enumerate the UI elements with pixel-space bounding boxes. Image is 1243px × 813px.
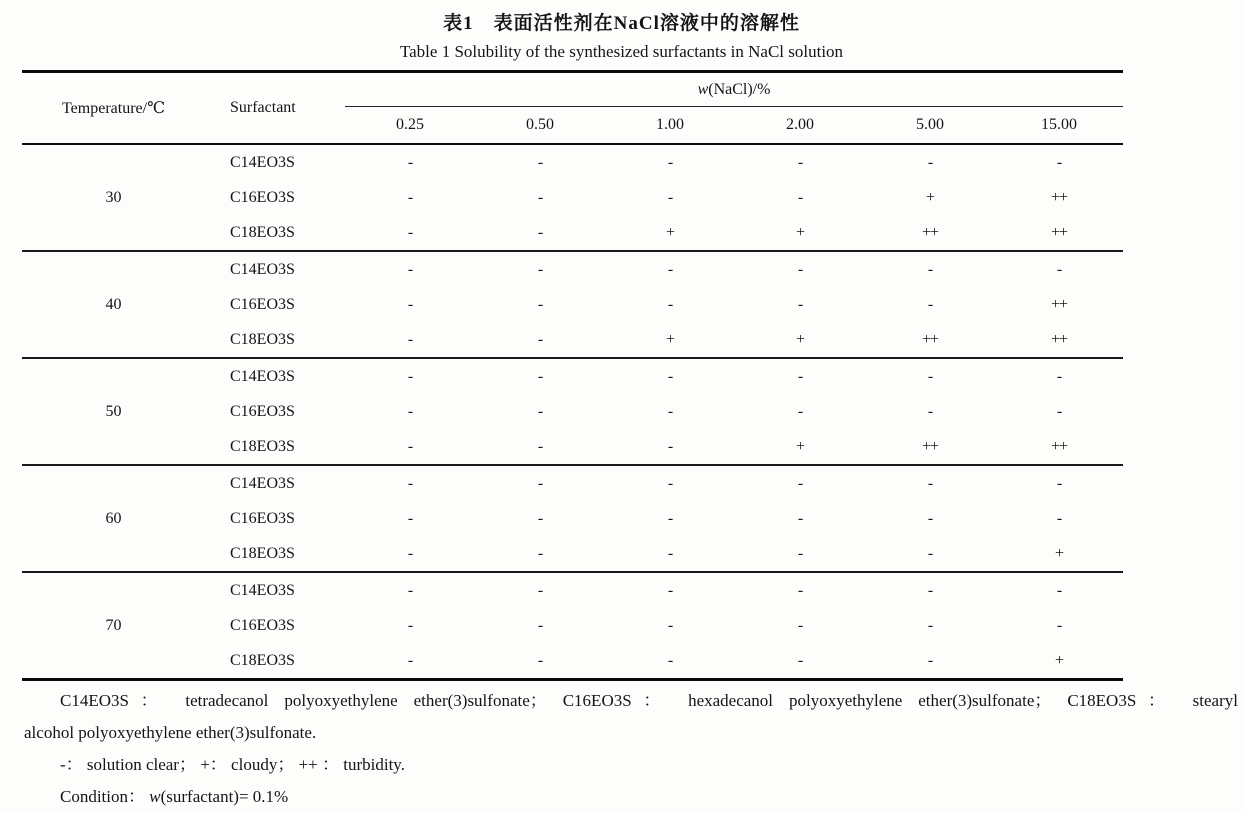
solubility-value-cell: -: [797, 616, 803, 634]
solubility-value-cell: -: [537, 509, 543, 527]
solubility-value-cell: +: [735, 215, 865, 251]
solubility-value-cell: -: [797, 402, 803, 420]
solubility-value-cell: -: [797, 367, 803, 385]
solubility-value-cell: -: [407, 474, 413, 492]
solubility-value-cell: -: [927, 402, 933, 420]
surfactant-cell: C16EO3S: [230, 402, 295, 420]
surfactant-cell: C18EO3S: [205, 322, 345, 358]
solubility-value-cell: -: [667, 153, 673, 171]
solubility-value-cell: -: [475, 429, 605, 465]
solubility-value-cell: -: [475, 536, 605, 572]
solubility-value-cell: -: [407, 402, 413, 420]
surfactant-cell: C14EO3S: [230, 260, 295, 278]
solubility-value-cell: +: [735, 429, 865, 465]
solubility-value-cell: -: [927, 616, 933, 634]
solubility-value-cell: -: [537, 581, 543, 599]
solubility-value-cell: -: [407, 509, 413, 527]
wnacl-unit: (NaCl)/%: [708, 80, 771, 98]
solubility-value-cell: -: [475, 322, 605, 358]
surfactant-cell: C16EO3S: [230, 295, 295, 313]
solubility-value-cell: -: [927, 295, 933, 313]
solubility-value-cell: -: [537, 402, 543, 420]
solubility-value-cell: -: [1056, 509, 1062, 527]
col-header-concentration: 0.50: [475, 107, 605, 145]
solubility-value-cell: ++: [1050, 295, 1068, 313]
surfactant-cell: C14EO3S: [230, 581, 295, 599]
solubility-value-cell: -: [537, 295, 543, 313]
col-header-surfactant: Surfactant: [205, 72, 345, 145]
solubility-value-cell: -: [927, 260, 933, 278]
col-group-header-wnacl: [345, 72, 1123, 107]
solubility-value-cell: -: [475, 215, 605, 251]
solubility-value-cell: -: [605, 536, 735, 572]
solubility-value-cell: ++: [865, 215, 995, 251]
solubility-value-cell: -: [667, 616, 673, 634]
solubility-value-cell: -: [797, 474, 803, 492]
solubility-value-cell: -: [797, 581, 803, 599]
surfactant-cell: C18EO3S: [205, 643, 345, 680]
solubility-value-cell: -: [345, 536, 475, 572]
temperature-cell: 60: [22, 465, 205, 572]
solubility-value-cell: -: [1056, 616, 1062, 634]
solubility-value-cell: ++: [995, 429, 1123, 465]
solubility-value-cell: -: [667, 581, 673, 599]
col-header-temperature: Temperature/℃: [22, 72, 205, 145]
solubility-value-cell: +: [605, 322, 735, 358]
solubility-value-cell: -: [667, 402, 673, 420]
temperature-cell: 30: [22, 144, 205, 251]
solubility-value-cell: -: [927, 509, 933, 527]
solubility-value-cell: -: [407, 260, 413, 278]
table-header: [22, 72, 1123, 145]
solubility-value-cell: -: [797, 188, 803, 206]
table-row: [22, 144, 1123, 180]
table-row: [22, 358, 1123, 394]
col-header-concentration: 0.25: [345, 107, 475, 145]
header-row-top: [22, 72, 1123, 107]
col-header-concentration: 2.00: [735, 107, 865, 145]
solubility-value-cell: -: [345, 429, 475, 465]
solubility-value-cell: -: [927, 474, 933, 492]
solubility-value-cell: -: [667, 367, 673, 385]
solubility-value-cell: -: [537, 616, 543, 634]
wnacl-symbol: w: [697, 80, 709, 98]
solubility-value-cell: ++: [865, 429, 995, 465]
surfactant-cell: C14EO3S: [230, 474, 295, 492]
solubility-value-cell: -: [865, 536, 995, 572]
solubility-value-cell: +: [605, 215, 735, 251]
col-header-concentration: 15.00: [995, 107, 1123, 145]
solubility-value-cell: -: [345, 643, 475, 680]
document-page: [0, 8, 1243, 806]
solubility-value-cell: -: [345, 322, 475, 358]
solubility-value-cell: -: [1056, 474, 1062, 492]
surfactant-cell: C16EO3S: [230, 188, 295, 206]
surfactant-cell: C18EO3S: [205, 429, 345, 465]
note-abbreviations: [24, 685, 1238, 749]
solubility-value-cell: -: [1056, 402, 1062, 420]
table-row: [22, 251, 1123, 287]
note-condition: [24, 781, 1238, 813]
condition-w-symbol: w: [149, 787, 161, 806]
surfactant-cell: C16EO3S: [230, 509, 295, 527]
solubility-value-cell: -: [345, 215, 475, 251]
solubility-value-cell: -: [797, 295, 803, 313]
solubility-value-cell: -: [407, 295, 413, 313]
temperature-cell: 40: [22, 251, 205, 358]
solubility-value-cell: -: [407, 367, 413, 385]
solubility-table: [22, 70, 1123, 681]
solubility-value-cell: -: [1056, 260, 1062, 278]
solubility-value-cell: -: [1056, 367, 1062, 385]
temperature-cell: 70: [22, 572, 205, 680]
col-header-concentration: 1.00: [605, 107, 735, 145]
solubility-value-cell: +: [925, 188, 935, 206]
solubility-value-cell: -: [797, 153, 803, 171]
condition-value: (surfactant)= 0.1%: [160, 787, 289, 806]
solubility-value-cell: ++: [995, 215, 1123, 251]
table-row: [22, 572, 1123, 608]
temperature-cell: 50: [22, 358, 205, 465]
solubility-value-cell: +: [995, 536, 1123, 572]
solubility-value-cell: -: [605, 643, 735, 680]
solubility-value-cell: ++: [995, 322, 1123, 358]
solubility-value-cell: -: [1056, 581, 1062, 599]
note-abbreviations-line1: C14EO3S： tetradecanol polyoxyethylene ether(3)sulfonate； C16EO3S： hexadecanol polyoxyethylene ether(3)sulfonate； C18EO3S： stearyl: [60, 691, 1238, 710]
surfactant-cell: C16EO3S: [230, 616, 295, 634]
solubility-value-cell: -: [865, 643, 995, 680]
solubility-value-cell: +: [735, 322, 865, 358]
solubility-value-cell: -: [927, 581, 933, 599]
condition-prefix: Condition：: [60, 787, 150, 806]
note-symbol-legend: -： solution clear； +： cloudy； ++ ： turbidity.: [60, 755, 405, 774]
solubility-value-cell: -: [537, 474, 543, 492]
solubility-value-cell: ++: [1050, 188, 1068, 206]
table-title-english: Table 1 Solubility of the synthesized surfactants in NaCl solution: [399, 42, 844, 61]
solubility-value-cell: -: [407, 153, 413, 171]
note-abbreviations-line2: alcohol polyoxyethylene ether(3)sulfonate.: [24, 723, 317, 742]
col-header-concentration: 5.00: [865, 107, 995, 145]
solubility-value-cell: -: [605, 429, 735, 465]
solubility-value-cell: ++: [865, 322, 995, 358]
surfactant-cell: C14EO3S: [230, 153, 295, 171]
solubility-value-cell: -: [407, 581, 413, 599]
solubility-value-cell: -: [537, 153, 543, 171]
surfactant-cell: C18EO3S: [205, 215, 345, 251]
solubility-value-cell: -: [797, 509, 803, 527]
table-body: [22, 144, 1123, 680]
solubility-value-cell: -: [735, 643, 865, 680]
table-title-chinese: 表1 表面活性剂在NaCl溶液中的溶解性: [443, 13, 800, 34]
table-row: [22, 465, 1123, 501]
solubility-value-cell: -: [667, 509, 673, 527]
solubility-value-cell: -: [537, 188, 543, 206]
solubility-value-cell: -: [735, 536, 865, 572]
table-notes: [24, 685, 1238, 813]
solubility-value-cell: -: [667, 474, 673, 492]
solubility-value-cell: -: [407, 616, 413, 634]
solubility-value-cell: -: [797, 260, 803, 278]
surfactant-cell: C18EO3S: [205, 536, 345, 572]
solubility-value-cell: -: [1056, 153, 1062, 171]
solubility-value-cell: -: [537, 260, 543, 278]
surfactant-cell: C14EO3S: [230, 367, 295, 385]
solubility-value-cell: -: [407, 188, 413, 206]
solubility-value-cell: -: [667, 295, 673, 313]
solubility-value-cell: -: [537, 367, 543, 385]
solubility-value-cell: -: [667, 260, 673, 278]
solubility-value-cell: -: [927, 153, 933, 171]
solubility-value-cell: +: [995, 643, 1123, 680]
solubility-value-cell: -: [475, 643, 605, 680]
solubility-value-cell: -: [667, 188, 673, 206]
solubility-value-cell: -: [927, 367, 933, 385]
